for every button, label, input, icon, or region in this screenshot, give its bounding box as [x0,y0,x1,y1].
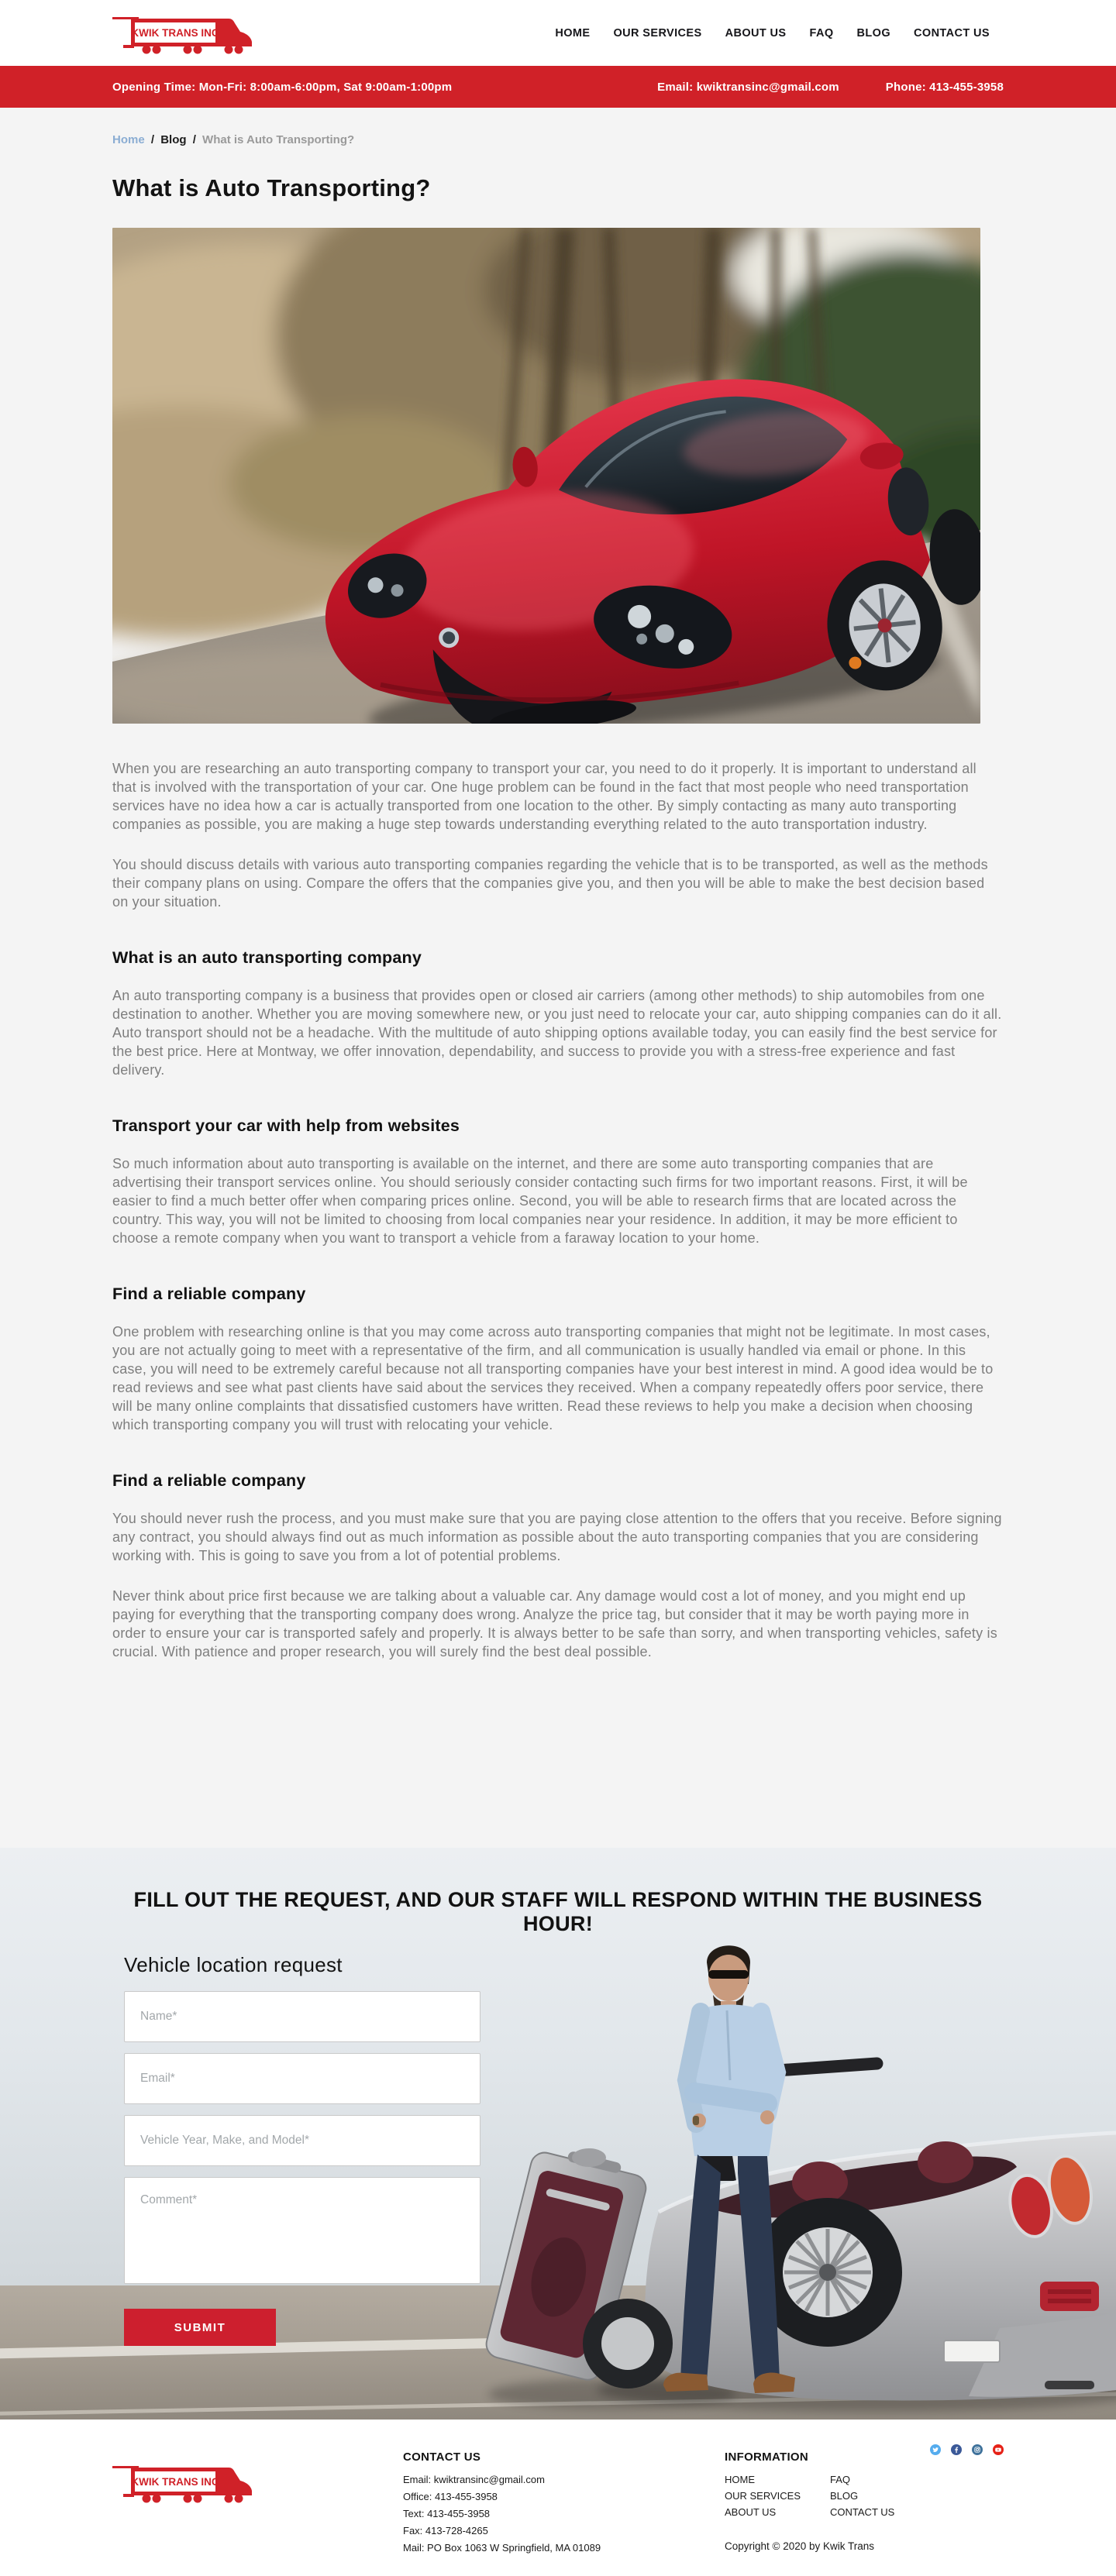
article-hero-image [112,228,980,724]
article-body [112,759,1004,1661]
twitter-icon[interactable] [930,2444,941,2455]
article-paragraph: You should never rush the process, and you must make sure that you are paying close attention to the offers that you receive. Before signing any contract, you should always find out as much information as possible about the auto transporting companies that you are considering working with. This is going to save you from a lot of potential problems. [112,1511,1002,1563]
topbar-phone: Phone: 413-455-3958 [885,80,1004,94]
article-paragraph: So much information about auto transporting is available on the internet, and there are some auto transporting companies that are advertising their transport services online. You should seriously consider contacting such firms for two important reasons. First, it will be easier to find a much better offer when comparing prices online. Second, you will be able to research firms that are located across the country. This way, you will not be limited to choosing from local companies near your residence. In addition, it may be more efficient to choose a remote company when you want to transport a vehicle from a faraway location to your home. [112,1156,968,1246]
footer-contact-column [403,2450,636,2557]
nav-blog[interactable]: BLOG [856,26,891,40]
nav-faq[interactable]: FAQ [809,26,834,40]
breadcrumb-separator: / [150,133,155,146]
youtube-icon[interactable] [993,2444,1004,2455]
main-nav [555,27,1004,40]
contact-email: Email: kwiktransinc@gmail.com [403,2474,545,2485]
email-field[interactable] [124,2053,480,2104]
footer-link-faq[interactable]: FAQ [830,2474,851,2485]
name-field[interactable] [124,1991,480,2042]
article-paragraph: When you are researching an auto transporting company to transport your car, you need to do it properly. It is important to understand all that is involved with the transportation of your car. One huge problem can be found in the fact that most people who need transportation services have no idea how a car is actually transported from one location to the other. By simply contacting as many auto transporting companies as possible, you are making a huge step towards understanding everything related to the auto transportation industry. [112,761,976,832]
submit-button[interactable]: SUBMIT [124,2309,276,2346]
article-paragraph: An auto transporting company is a business that provides open or closed air carriers (among other methods) to ship automobiles from one destination to another. Whether you are moving somewhere new, or you just need to relocate your car, auto shipping companies can do it all. Auto transport should not be a headache. With the multitude of auto shipping options available today, you can easily find the best service for the best price. Here at Montway, we offer innovation, dependability, and success to provide you with a stress-free experience and fast delivery. [112,988,1002,1078]
cta-heading: FILL OUT THE REQUEST, AND OUR STAFF WILL RESPOND WITHIN THE BUSINESS HOUR! [133,1888,983,1935]
contact-heading: CONTACT US [403,2450,481,2464]
information-heading: INFORMATION [725,2450,809,2464]
article-paragraph: You should discuss details with various auto transporting companies regarding the vehicle that is to be transported, as well as the methods their company plans on using. Compare the offers that the companies give you, and then you will be able to make the best decision based on your situation. [112,857,988,910]
article-paragraph: Never think about price first because we are talking about a valuable car. Any damage would cost a lot of money, and you might end up paying for everything that the transporting company does wrong. Analyze the price tag, but consider that it may be worth paying more in order to ensure your car is transported safely and properly. It is always better to be safe than sorry, and when transporting vehicles, safety is crucial. With patience and proper research, you will surely find the best deal possible. [112,1588,997,1659]
info-topbar [0,66,1116,108]
red-sports-car-illustration [112,228,980,724]
page-body [0,108,1116,1848]
breadcrumb-blog-link[interactable]: Blog [160,133,187,146]
footer-link-about-us[interactable]: ABOUT US [725,2506,777,2518]
instagram-icon[interactable] [972,2444,983,2455]
vehicle-location-request-form [124,1953,480,2346]
article-paragraph: One problem with researching online is that you may come across auto transporting companies that might not be legitimate. In most cases, you are not actually going to meet with a representative of the firm, and all communication is usually handled via email or phone. In this case, you will need to be extremely careful because not all transporting companies have your best interest in mind. A good idea would be to read reviews and see what past clients have said about the services they received. When a company repeatedly offers poor service, there will be many online complaints that dissatisfied customers have written. Read these reviews to help you make a decision when choosing which transporting company you will trust with relocating your vehicle. [112,1324,994,1432]
breadcrumb-separator: / [192,133,196,146]
facebook-icon[interactable] [951,2444,962,2455]
brand-logo[interactable] [112,11,258,55]
contact-mail: Mail: PO Box 1063 W Springfield, MA 01089 [403,2542,601,2554]
request-cta-section [0,1848,1116,2420]
form-title: Vehicle location request [124,1953,343,1976]
svg-text:KWIK TRANS INC: KWIK TRANS INC [131,27,219,39]
footer-information-column [725,2450,894,2557]
opening-hours: Opening Time: Mon-Fri: 8:00am-6:00pm, Sat 9:00am-1:00pm [112,80,453,94]
breadcrumb [112,108,1004,146]
contact-text: Text: 413-455-3958 [403,2508,491,2519]
nav-contact-us[interactable]: CONTACT US [914,26,990,40]
truck-logo-icon [112,2460,258,2504]
topbar-email: Email: kwiktransinc@gmail.com [657,80,839,94]
contact-office: Office: 413-455-3958 [403,2491,498,2502]
comment-field[interactable] [124,2177,480,2284]
site-footer [0,2420,1116,2576]
section-heading: What is an auto transporting company [112,948,422,967]
truck-logo-icon [112,11,258,55]
copyright: Copyright © 2020 by Kwik Trans [725,2540,875,2552]
nav-our-services[interactable]: OUR SERVICES [613,26,702,40]
svg-text:KWIK TRANS INC: KWIK TRANS INC [131,2476,219,2488]
breadcrumb-current: What is Auto Transporting? [202,133,355,146]
nav-about-us[interactable]: ABOUT US [725,26,787,40]
section-heading: Find a reliable company [112,1471,306,1490]
section-heading: Find a reliable company [112,1285,306,1303]
vehicle-field[interactable] [124,2115,480,2166]
page-title: What is Auto Transporting? [112,174,431,201]
breadcrumb-home-link[interactable]: Home [112,133,145,146]
footer-link-blog[interactable]: BLOG [830,2490,859,2502]
footer-brand-logo[interactable] [112,2450,271,2557]
footer-link-home[interactable]: HOME [725,2474,755,2485]
section-heading: Transport your car with help from websites [112,1116,460,1135]
contact-fax: Fax: 413-728-4265 [403,2525,488,2536]
footer-link-our-services[interactable]: OUR SERVICES [725,2490,801,2502]
footer-link-contact-us[interactable]: CONTACT US [830,2506,895,2518]
site-header [0,0,1116,66]
social-links [930,2444,1004,2455]
nav-home[interactable]: HOME [555,26,591,40]
